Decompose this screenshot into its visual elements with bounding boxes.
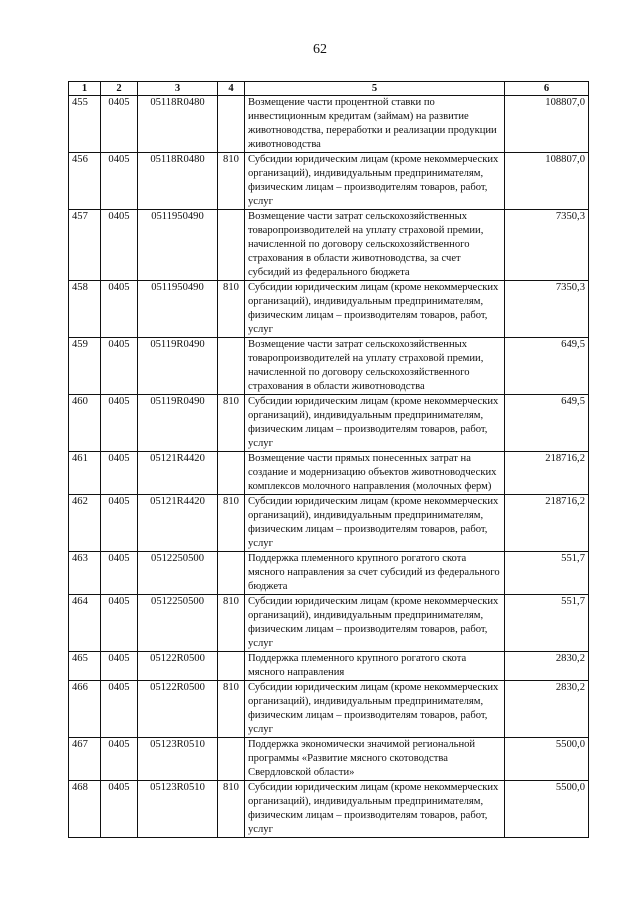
table-row xyxy=(69,652,589,681)
section-code: 0405 xyxy=(101,153,138,210)
target-article-code: 05122R0500 xyxy=(138,652,218,681)
table-row xyxy=(69,338,589,395)
row-number: 465 xyxy=(69,652,101,681)
table-row xyxy=(69,395,589,452)
table-row xyxy=(69,495,589,552)
section-code: 0405 xyxy=(101,495,138,552)
row-number: 464 xyxy=(69,595,101,652)
expense-type-code: 810 xyxy=(218,681,245,738)
section-code: 0405 xyxy=(101,395,138,452)
table-row xyxy=(69,738,589,781)
table-row xyxy=(69,452,589,495)
table-row xyxy=(69,552,589,595)
item-name: Субсидии юридическим лицам (кроме некоммерческих организаций), индивидуальным предпринимателям, физическим лицам – производителям товаров, работ, услуг xyxy=(245,395,505,452)
section-code: 0405 xyxy=(101,96,138,153)
target-article-code: 0512250500 xyxy=(138,552,218,595)
expense-type-code: 810 xyxy=(218,595,245,652)
section-code: 0405 xyxy=(101,338,138,395)
expense-type-code: 810 xyxy=(218,395,245,452)
section-code: 0405 xyxy=(101,210,138,281)
amount: 108807,0 xyxy=(505,96,589,153)
amount: 2830,2 xyxy=(505,652,589,681)
row-number: 467 xyxy=(69,738,101,781)
table-header-row xyxy=(69,82,589,96)
target-article-code: 05121R4420 xyxy=(138,452,218,495)
amount: 2830,2 xyxy=(505,681,589,738)
page-number: 62 xyxy=(313,42,327,57)
target-article-code: 0511950490 xyxy=(138,210,218,281)
target-article-code: 05119R0490 xyxy=(138,395,218,452)
target-article-code: 05119R0490 xyxy=(138,338,218,395)
item-name: Субсидии юридическим лицам (кроме некоммерческих организаций), индивидуальным предпринимателям, физическим лицам – производителям товаров, работ, услуг xyxy=(245,595,505,652)
item-name: Субсидии юридическим лицам (кроме некоммерческих организаций), индивидуальным предпринимателям, физическим лицам – производителям товаров, работ, услуг xyxy=(245,153,505,210)
amount: 218716,2 xyxy=(505,495,589,552)
budget-table xyxy=(68,81,589,838)
row-number: 458 xyxy=(69,281,101,338)
item-name: Поддержка экономически значимой региональной программы «Развитие мясного скотоводства Свердловской области» xyxy=(245,738,505,781)
amount: 551,7 xyxy=(505,552,589,595)
table-row xyxy=(69,781,589,838)
table-row xyxy=(69,210,589,281)
item-name: Поддержка племенного крупного рогатого скота мясного направления xyxy=(245,652,505,681)
expense-type-code xyxy=(218,210,245,281)
expense-type-code: 810 xyxy=(218,153,245,210)
row-number: 466 xyxy=(69,681,101,738)
item-name: Субсидии юридическим лицам (кроме некоммерческих организаций), индивидуальным предпринимателям, физическим лицам – производителям товаров, работ, услуг xyxy=(245,781,505,838)
section-code: 0405 xyxy=(101,281,138,338)
expense-type-code xyxy=(218,552,245,595)
expense-type-code xyxy=(218,738,245,781)
item-name: Субсидии юридическим лицам (кроме некоммерческих организаций), индивидуальным предпринимателям, физическим лицам – производителям товаров, работ, услуг xyxy=(245,281,505,338)
row-number: 459 xyxy=(69,338,101,395)
amount: 218716,2 xyxy=(505,452,589,495)
expense-type-code: 810 xyxy=(218,781,245,838)
row-number: 462 xyxy=(69,495,101,552)
amount: 5500,0 xyxy=(505,781,589,838)
section-code: 0405 xyxy=(101,681,138,738)
target-article-code: 05118R0480 xyxy=(138,153,218,210)
target-article-code: 0512250500 xyxy=(138,595,218,652)
header-col-3: 3 xyxy=(138,82,218,96)
table-row xyxy=(69,153,589,210)
table-row xyxy=(69,281,589,338)
section-code: 0405 xyxy=(101,552,138,595)
amount: 7350,3 xyxy=(505,281,589,338)
target-article-code: 05122R0500 xyxy=(138,681,218,738)
target-article-code: 05123R0510 xyxy=(138,781,218,838)
expense-type-code: 810 xyxy=(218,495,245,552)
header-col-2: 2 xyxy=(101,82,138,96)
row-number: 468 xyxy=(69,781,101,838)
header-col-1: 1 xyxy=(69,82,101,96)
section-code: 0405 xyxy=(101,781,138,838)
header-col-5: 5 xyxy=(245,82,505,96)
table-row xyxy=(69,595,589,652)
row-number: 457 xyxy=(69,210,101,281)
expense-type-code xyxy=(218,96,245,153)
row-number: 455 xyxy=(69,96,101,153)
target-article-code: 0511950490 xyxy=(138,281,218,338)
item-name: Возмещение части затрат сельскохозяйственных товаропроизводителей на уплату страховой премии, начисленной по договору сельскохозяйственного страхования в области животноводства xyxy=(245,338,505,395)
item-name: Возмещение части процентной ставки по инвестиционным кредитам (займам) на развитие животноводства, переработки и реализации продукции животноводства xyxy=(245,96,505,153)
item-name: Возмещение части прямых понесенных затрат на создание и модернизацию объектов животноводческих комплексов молочного направления (молочных ферм) xyxy=(245,452,505,495)
item-name: Поддержка племенного крупного рогатого скота мясного направления за счет субсидий из федерального бюджета xyxy=(245,552,505,595)
section-code: 0405 xyxy=(101,452,138,495)
expense-type-code xyxy=(218,338,245,395)
expense-type-code xyxy=(218,452,245,495)
amount: 649,5 xyxy=(505,338,589,395)
item-name: Субсидии юридическим лицам (кроме некоммерческих организаций), индивидуальным предпринимателям, физическим лицам – производителям товаров, работ, услуг xyxy=(245,495,505,552)
row-number: 460 xyxy=(69,395,101,452)
table-row xyxy=(69,681,589,738)
section-code: 0405 xyxy=(101,595,138,652)
section-code: 0405 xyxy=(101,738,138,781)
row-number: 461 xyxy=(69,452,101,495)
amount: 551,7 xyxy=(505,595,589,652)
row-number: 463 xyxy=(69,552,101,595)
amount: 108807,0 xyxy=(505,153,589,210)
header-col-6: 6 xyxy=(505,82,589,96)
target-article-code: 05123R0510 xyxy=(138,738,218,781)
header-col-4: 4 xyxy=(218,82,245,96)
expense-type-code: 810 xyxy=(218,281,245,338)
item-name: Возмещение части затрат сельскохозяйственных товаропроизводителей на уплату страховой премии, начисленной по договору сельскохозяйственного страхования в области животноводства, за счет субсидий из федерального бюджета xyxy=(245,210,505,281)
amount: 7350,3 xyxy=(505,210,589,281)
expense-type-code xyxy=(218,652,245,681)
amount: 5500,0 xyxy=(505,738,589,781)
item-name: Субсидии юридическим лицам (кроме некоммерческих организаций), индивидуальным предпринимателям, физическим лицам – производителям товаров, работ, услуг xyxy=(245,681,505,738)
section-code: 0405 xyxy=(101,652,138,681)
table-row xyxy=(69,96,589,153)
table-body xyxy=(69,96,589,838)
target-article-code: 05121R4420 xyxy=(138,495,218,552)
amount: 649,5 xyxy=(505,395,589,452)
target-article-code: 05118R0480 xyxy=(138,96,218,153)
row-number: 456 xyxy=(69,153,101,210)
